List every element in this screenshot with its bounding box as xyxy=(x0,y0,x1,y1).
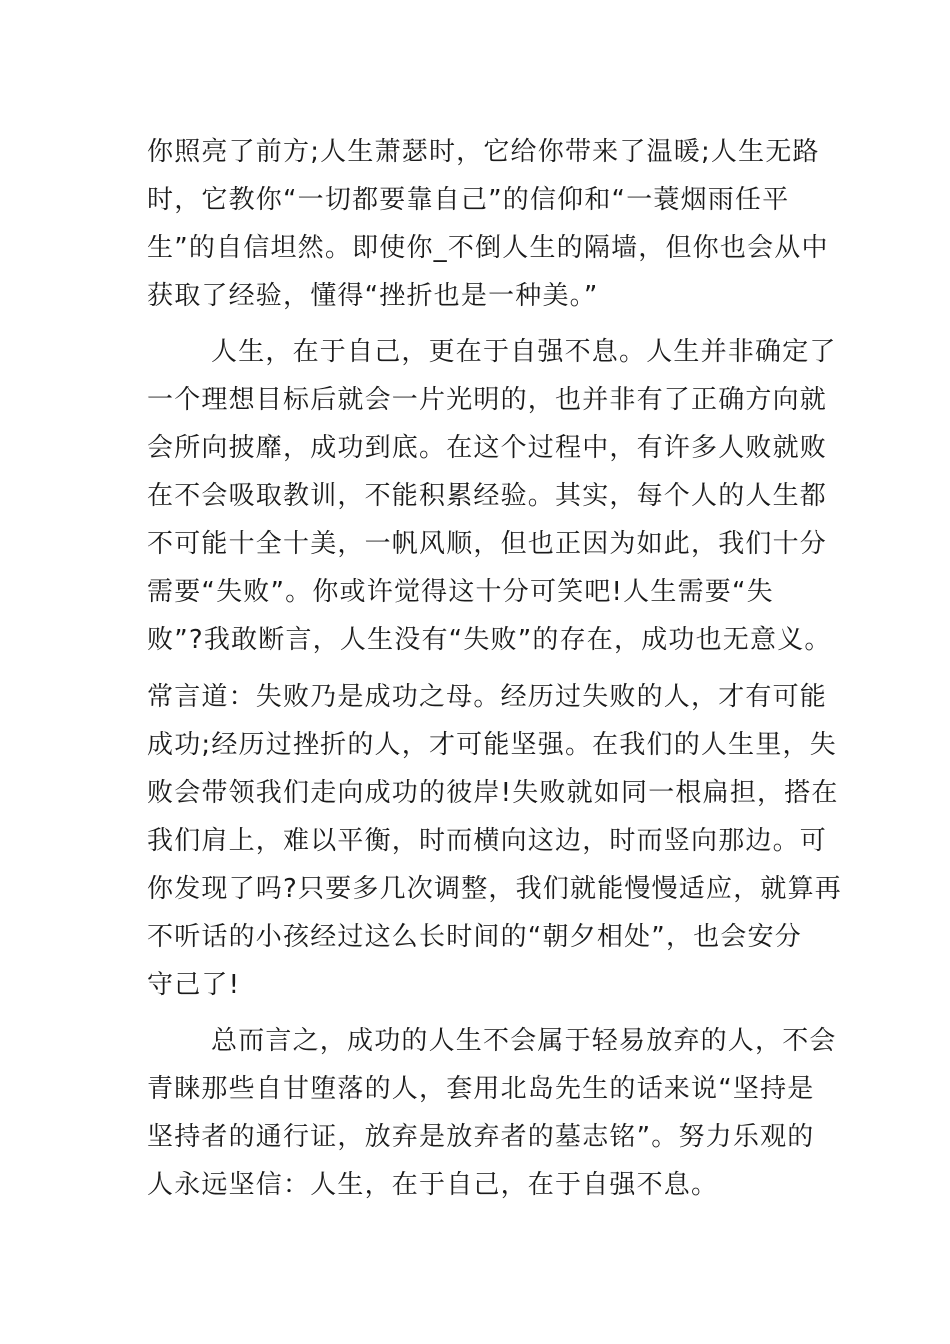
text-line: 守己了! xyxy=(147,970,241,1000)
text-line: 时，它教你“一切都要靠自己”的信仰和“一蓑烟雨任平 xyxy=(147,185,790,215)
text-line: 在不会吸取教训，不能积累经验。其实，每个人的人生都 xyxy=(147,481,828,511)
text-line: 青睐那些自甘堕落的人，套用北岛先生的话来说“坚持是 xyxy=(147,1074,815,1104)
paragraph-start-line: 人生，在于自己，更在于自强不息。人生并非确定了 xyxy=(211,337,837,367)
text-line: 我们肩上，难以平衡，时而横向这边，时而竖向那边。可 xyxy=(147,826,828,856)
text-line: 败会带领我们走向成功的彼岸!失败就如同一根扁担，搭在 xyxy=(147,778,839,808)
text-line: 会所向披靡，成功到底。在这个过程中，有许多人败就败 xyxy=(147,433,828,463)
text-line: 败”?我敢断言，人生没有“失败”的存在，成功也无意义。 xyxy=(147,625,832,655)
text-line: 不可能十全十美，一帆风顺，但也正因为如此，我们十分 xyxy=(147,529,828,559)
text-line: 坚持者的通行证，放弃是放弃者的墓志铭”。努力乐观的 xyxy=(147,1122,815,1152)
text-line: 成功;经历过挫折的人，才可能坚强。在我们的人生里，失 xyxy=(147,730,837,760)
paragraph-start-line: 总而言之，成功的人生不会属于轻易放弃的人，不会 xyxy=(211,1026,837,1056)
text-line: 需要“失败”。你或许觉得这十分可笑吧!人生需要“失 xyxy=(147,577,774,607)
text-line: 一个理想目标后就会一片光明的，也并非有了正确方向就 xyxy=(147,385,828,415)
text-line: 你发现了吗?只要多几次调整，我们就能慢慢适应，就算再 xyxy=(147,874,843,904)
text-line: 人永远坚信：人生，在于自己，在于自强不息。 xyxy=(147,1170,719,1200)
text-line: 不听话的小孩经过这么长时间的“朝夕相处”，也会安分 xyxy=(147,922,802,952)
text-line: 生”的自信坦然。即使你_不倒人生的隔墙，但你也会从中 xyxy=(147,233,829,263)
text-line: 获取了经验，懂得“挫折也是一种美。” xyxy=(147,281,599,311)
text-line: 你照亮了前方;人生萧瑟时，它给你带来了温暖;人生无路 xyxy=(147,137,820,167)
text-line: 常言道：失败乃是成功之母。经历过失败的人，才有可能 xyxy=(147,682,828,712)
